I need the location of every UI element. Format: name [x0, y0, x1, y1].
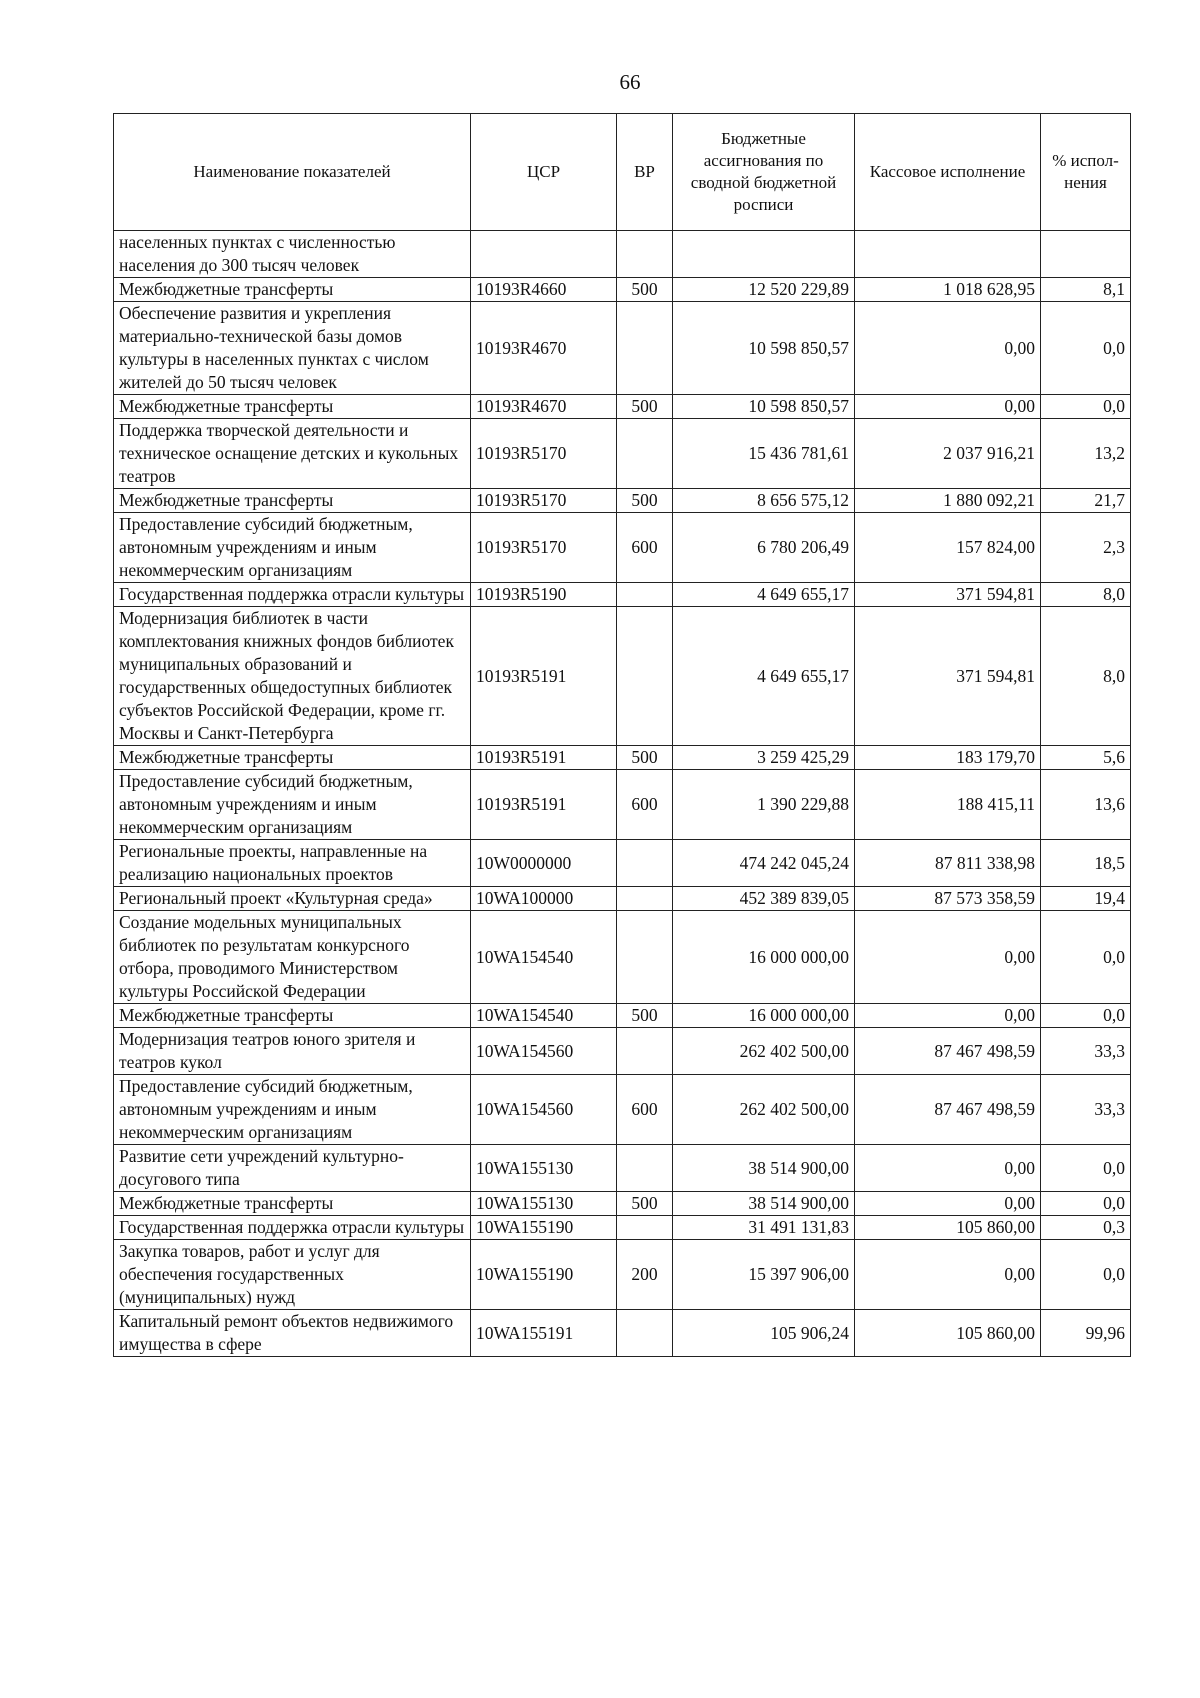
- budget-execution-table: [113, 113, 1131, 1357]
- header-pct: % испол-нения: [1041, 114, 1131, 231]
- header-budget: Бюджетные ассигнования по сводной бюджетной росписи: [673, 114, 855, 231]
- cell-vr: [617, 911, 673, 1004]
- cell-vr: [617, 607, 673, 746]
- cell-csr: 10WA155130: [471, 1192, 617, 1216]
- cell-cash: 0,00: [855, 1004, 1041, 1028]
- cell-cash: 87 467 498,59: [855, 1075, 1041, 1145]
- cell-name: Предоставление субсидий бюджетным, автономным учреждениям и иным некоммерческим организациям: [114, 1075, 471, 1145]
- cell-name: Межбюджетные трансферты: [114, 489, 471, 513]
- table-row: [114, 231, 1131, 278]
- cell-name: Межбюджетные трансферты: [114, 395, 471, 419]
- cell-csr: 10WA155190: [471, 1240, 617, 1310]
- cell-vr: 500: [617, 278, 673, 302]
- cell-vr: 200: [617, 1240, 673, 1310]
- cell-name: Предоставление субсидий бюджетным, автономным учреждениям и иным некоммерческим организациям: [114, 513, 471, 583]
- table-row: [114, 746, 1131, 770]
- cell-pct: 2,3: [1041, 513, 1131, 583]
- table-row: [114, 1310, 1131, 1357]
- cell-cash: 0,00: [855, 1240, 1041, 1310]
- cell-budget: 31 491 131,83: [673, 1216, 855, 1240]
- cell-pct: 33,3: [1041, 1028, 1131, 1075]
- table-row: [114, 607, 1131, 746]
- cell-cash: 371 594,81: [855, 607, 1041, 746]
- cell-budget: 262 402 500,00: [673, 1028, 855, 1075]
- cell-budget: 474 242 045,24: [673, 840, 855, 887]
- cell-csr: 10WA154540: [471, 1004, 617, 1028]
- cell-budget: 12 520 229,89: [673, 278, 855, 302]
- cell-budget: 16 000 000,00: [673, 911, 855, 1004]
- table-row: [114, 840, 1131, 887]
- table-row: [114, 1004, 1131, 1028]
- cell-pct: 18,5: [1041, 840, 1131, 887]
- cell-pct: 8,0: [1041, 583, 1131, 607]
- table-row: [114, 1216, 1131, 1240]
- cell-pct: 8,1: [1041, 278, 1131, 302]
- cell-pct: 0,3: [1041, 1216, 1131, 1240]
- cell-cash: 1 018 628,95: [855, 278, 1041, 302]
- table-row: [114, 419, 1131, 489]
- cell-name: Государственная поддержка отрасли культуры: [114, 583, 471, 607]
- cell-csr: 10193R5190: [471, 583, 617, 607]
- cell-budget: [673, 231, 855, 278]
- cell-name: Государственная поддержка отрасли культуры: [114, 1216, 471, 1240]
- cell-cash: 188 415,11: [855, 770, 1041, 840]
- cell-cash: 87 811 338,98: [855, 840, 1041, 887]
- cell-csr: 10WA155191: [471, 1310, 617, 1357]
- cell-vr: [617, 1310, 673, 1357]
- cell-cash: 0,00: [855, 1145, 1041, 1192]
- cell-vr: 600: [617, 1075, 673, 1145]
- cell-csr: 10WA154560: [471, 1028, 617, 1075]
- cell-cash: 183 179,70: [855, 746, 1041, 770]
- cell-budget: 262 402 500,00: [673, 1075, 855, 1145]
- cell-name: Региональный проект «Культурная среда»: [114, 887, 471, 911]
- header-cash: Кассовое исполнение: [855, 114, 1041, 231]
- cell-csr: [471, 231, 617, 278]
- cell-budget: 15 397 906,00: [673, 1240, 855, 1310]
- cell-csr: 10WA155130: [471, 1145, 617, 1192]
- header-name: Наименование показателей: [114, 114, 471, 231]
- header-csr: ЦСР: [471, 114, 617, 231]
- cell-name: Межбюджетные трансферты: [114, 1192, 471, 1216]
- cell-vr: [617, 1145, 673, 1192]
- cell-name: Межбюджетные трансферты: [114, 278, 471, 302]
- cell-budget: 16 000 000,00: [673, 1004, 855, 1028]
- cell-csr: 10193R4670: [471, 395, 617, 419]
- cell-pct: 13,2: [1041, 419, 1131, 489]
- cell-vr: [617, 419, 673, 489]
- cell-cash: 157 824,00: [855, 513, 1041, 583]
- cell-name: населенных пунктах с численностью населения до 300 тысяч человек: [114, 231, 471, 278]
- cell-name: Капитальный ремонт объектов недвижимого имущества в сфере: [114, 1310, 471, 1357]
- cell-cash: 87 573 358,59: [855, 887, 1041, 911]
- cell-pct: 0,0: [1041, 911, 1131, 1004]
- cell-budget: 3 259 425,29: [673, 746, 855, 770]
- cell-csr: 10WA154540: [471, 911, 617, 1004]
- cell-csr: 10193R4670: [471, 302, 617, 395]
- cell-cash: 105 860,00: [855, 1310, 1041, 1357]
- cell-budget: 10 598 850,57: [673, 395, 855, 419]
- cell-pct: 8,0: [1041, 607, 1131, 746]
- cell-pct: 0,0: [1041, 1145, 1131, 1192]
- cell-cash: 1 880 092,21: [855, 489, 1041, 513]
- cell-pct: 13,6: [1041, 770, 1131, 840]
- cell-name: Межбюджетные трансферты: [114, 1004, 471, 1028]
- cell-pct: 0,0: [1041, 1192, 1131, 1216]
- cell-cash: 87 467 498,59: [855, 1028, 1041, 1075]
- table-row: [114, 278, 1131, 302]
- table-row: [114, 583, 1131, 607]
- table-row: [114, 887, 1131, 911]
- cell-vr: [617, 1028, 673, 1075]
- cell-pct: 21,7: [1041, 489, 1131, 513]
- cell-vr: 600: [617, 770, 673, 840]
- cell-name: Создание модельных муниципальных библиотек по результатам конкурсного отбора, проводимого Министерством культуры Российской Федерации: [114, 911, 471, 1004]
- cell-pct: 0,0: [1041, 395, 1131, 419]
- cell-csr: 10193R5170: [471, 513, 617, 583]
- cell-csr: 10WA155190: [471, 1216, 617, 1240]
- table-body: [114, 231, 1131, 1357]
- cell-csr: 10W0000000: [471, 840, 617, 887]
- cell-cash: 0,00: [855, 395, 1041, 419]
- cell-budget: 8 656 575,12: [673, 489, 855, 513]
- table-row: [114, 489, 1131, 513]
- table-header-row: [114, 114, 1131, 231]
- cell-vr: [617, 840, 673, 887]
- cell-cash: 0,00: [855, 1192, 1041, 1216]
- cell-name: Региональные проекты, направленные на реализацию национальных проектов: [114, 840, 471, 887]
- cell-cash: 105 860,00: [855, 1216, 1041, 1240]
- cell-budget: 38 514 900,00: [673, 1192, 855, 1216]
- cell-budget: 1 390 229,88: [673, 770, 855, 840]
- cell-name: Предоставление субсидий бюджетным, автономным учреждениям и иным некоммерческим организациям: [114, 770, 471, 840]
- cell-cash: 0,00: [855, 911, 1041, 1004]
- cell-csr: 10WA154560: [471, 1075, 617, 1145]
- table-row: [114, 770, 1131, 840]
- table-row: [114, 1145, 1131, 1192]
- table-row: [114, 1028, 1131, 1075]
- cell-name: Развитие сети учреждений культурно-досугового типа: [114, 1145, 471, 1192]
- cell-pct: [1041, 231, 1131, 278]
- cell-budget: 4 649 655,17: [673, 607, 855, 746]
- cell-name: Обеспечение развития и укрепления материально-технической базы домов культуры в населенных пунктах с числом жителей до 50 тысяч человек: [114, 302, 471, 395]
- cell-pct: 0,0: [1041, 1240, 1131, 1310]
- table-row: [114, 1240, 1131, 1310]
- cell-vr: [617, 231, 673, 278]
- table-row: [114, 911, 1131, 1004]
- cell-vr: [617, 583, 673, 607]
- table-row: [114, 302, 1131, 395]
- cell-pct: 0,0: [1041, 1004, 1131, 1028]
- cell-vr: 500: [617, 489, 673, 513]
- cell-pct: 0,0: [1041, 302, 1131, 395]
- cell-pct: 5,6: [1041, 746, 1131, 770]
- cell-budget: 6 780 206,49: [673, 513, 855, 583]
- cell-vr: 500: [617, 746, 673, 770]
- cell-cash: 2 037 916,21: [855, 419, 1041, 489]
- cell-vr: 500: [617, 1192, 673, 1216]
- cell-pct: 33,3: [1041, 1075, 1131, 1145]
- cell-vr: [617, 887, 673, 911]
- cell-vr: [617, 302, 673, 395]
- table-row: [114, 395, 1131, 419]
- cell-name: Поддержка творческой деятельности и техническое оснащение детских и кукольных театров: [114, 419, 471, 489]
- cell-vr: 600: [617, 513, 673, 583]
- cell-vr: 500: [617, 1004, 673, 1028]
- table-row: [114, 1075, 1131, 1145]
- cell-csr: 10193R5191: [471, 607, 617, 746]
- cell-budget: 10 598 850,57: [673, 302, 855, 395]
- cell-pct: 19,4: [1041, 887, 1131, 911]
- header-vr: ВР: [617, 114, 673, 231]
- cell-budget: 15 436 781,61: [673, 419, 855, 489]
- cell-budget: 452 389 839,05: [673, 887, 855, 911]
- cell-csr: 10193R5191: [471, 770, 617, 840]
- table-row: [114, 513, 1131, 583]
- cell-cash: 371 594,81: [855, 583, 1041, 607]
- cell-csr: 10193R4660: [471, 278, 617, 302]
- cell-csr: 10193R5170: [471, 489, 617, 513]
- cell-csr: 10WA100000: [471, 887, 617, 911]
- cell-name: Закупка товаров, работ и услуг для обеспечения государственных (муниципальных) нужд: [114, 1240, 471, 1310]
- cell-cash: 0,00: [855, 302, 1041, 395]
- cell-vr: [617, 1216, 673, 1240]
- cell-pct: 99,96: [1041, 1310, 1131, 1357]
- cell-budget: 4 649 655,17: [673, 583, 855, 607]
- cell-budget: 105 906,24: [673, 1310, 855, 1357]
- page-number: 66: [619, 70, 641, 94]
- cell-cash: [855, 231, 1041, 278]
- cell-name: Модернизация библиотек в части комплектования книжных фондов библиотек муниципальных образований и государственных общедоступных библиотек субъектов Российской Федерации, кроме гг. Москвы и Санкт-Петербурга: [114, 607, 471, 746]
- cell-name: Межбюджетные трансферты: [114, 746, 471, 770]
- cell-budget: 38 514 900,00: [673, 1145, 855, 1192]
- table-row: [114, 1192, 1131, 1216]
- cell-csr: 10193R5170: [471, 419, 617, 489]
- cell-vr: 500: [617, 395, 673, 419]
- cell-name: Модернизация театров юного зрителя и театров кукол: [114, 1028, 471, 1075]
- cell-csr: 10193R5191: [471, 746, 617, 770]
